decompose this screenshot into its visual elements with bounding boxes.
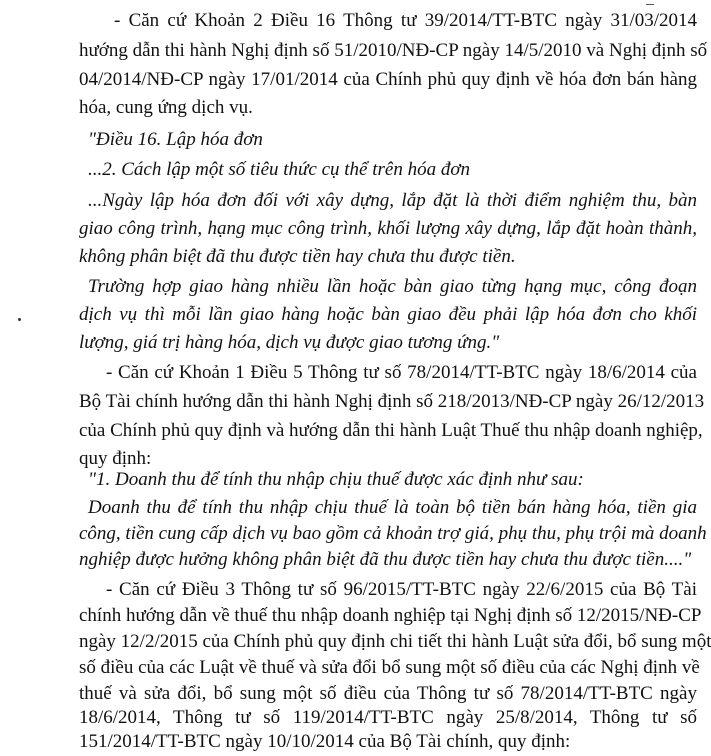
p9-line-2: chính hướng dẫn về thuế thu nhập doanh nghiệp tại Nghị định số 12/2015/NĐ-CP — [79, 605, 702, 626]
p6-line-1: - Căn cứ Khoản 1 Điều 5 Thông tư số 78/2014/TT-BTC ngày 18/6/2014 của — [106, 362, 697, 383]
p5-line-3: lượng, giá trị hàng hóa, dịch vụ được giao tương ứng." — [79, 332, 500, 353]
p9-line-3: ngày 12/2/2015 của Chính phủ quy định chi tiết thi hành Luật sửa đổi, bổ sung một — [79, 631, 711, 652]
p7-line-1: "1. Doanh thu để tính thu nhập chịu thuế được xác định như sau: — [88, 469, 584, 490]
p8-line-3: nghiệp được hưởng không phân biệt đã thu được tiền hay chưa thu được tiền...." — [79, 549, 692, 570]
p5-line-2: dịch vụ thì mỗi lần giao hàng hoặc bàn giao đều phải lập hóa đơn cho khối — [79, 304, 697, 325]
p2-line-1: "Điều 16. Lập hóa đơn — [88, 129, 263, 150]
p6-line-3: của Chính phủ quy định và hướng dẫn thi hành Luật Thuế thu nhập doanh nghiệp, — [79, 420, 703, 441]
scan-speck — [18, 318, 21, 321]
p1-line-4: hóa, cung ứng dịch vụ. — [79, 97, 253, 118]
p9-line-1: - Căn cứ Điều 3 Thông tư số 96/2015/TT-BTC ngày 22/6/2015 của Bộ Tài — [106, 579, 697, 600]
p1-line-1: - Căn cứ Khoản 2 Điều 16 Thông tư 39/2014/TT-BTC ngày 31/03/2014 — [114, 10, 697, 31]
p1-line-3: 04/2014/NĐ-CP ngày 17/01/2014 của Chính phủ quy định về hóa đơn bán hàng — [79, 69, 697, 90]
page-edge-mark — [646, 0, 654, 5]
p1-line-2: hướng dẫn thi hành Nghị định số 51/2010/NĐ-CP ngày 14/5/2010 và Nghị định số — [79, 40, 708, 61]
p5-line-1: Trường hợp giao hàng nhiều lần hoặc bàn giao từng hạng mục, công đoạn — [88, 276, 697, 297]
p4-line-1: ...Ngày lập hóa đơn đối với xây dựng, lắp đặt là thời điểm nghiệm thu, bàn — [88, 190, 697, 211]
p3-line-1: ...2. Cách lập một số tiêu thức cụ thể trên hóa đơn — [88, 159, 470, 180]
p6-line-4: quy định: — [79, 448, 152, 469]
p4-line-2: giao công trình, hạng mục công trình, khối lượng xây dựng, lắp đặt hoàn thành, — [79, 218, 697, 239]
p4-line-3: không phân biệt đã thu được tiền hay chưa thu được tiền. — [79, 246, 516, 267]
p8-line-2: công, tiền cung cấp dịch vụ bao gồm cả khoản trợ giá, phụ thu, phụ trội mà doanh — [79, 523, 707, 544]
p9-line-5: thuế và sửa đổi, bổ sung một số điều của Thông tư số 78/2014/TT-BTC ngày — [79, 683, 697, 704]
p9-line-7: 151/2014/TT-BTC ngày 10/10/2014 của Bộ Tài chính, quy định: — [79, 731, 571, 752]
p8-line-1: Doanh thu để tính thu nhập chịu thuế là toàn bộ tiền bán hàng hóa, tiền gia — [88, 497, 697, 518]
p9-line-6: 18/6/2014, Thông tư số 119/2014/TT-BTC ngày 25/8/2014, Thông tư số — [79, 707, 697, 728]
p6-line-2: Bộ Tài chính hướng dẫn thi hành Nghị định số 218/2013/NĐ-CP ngày 26/12/2013 — [79, 391, 705, 412]
p9-line-4: số điều của các Luật về thuế và sửa đổi bổ sung một số điều của các Nghị định về — [79, 657, 700, 678]
